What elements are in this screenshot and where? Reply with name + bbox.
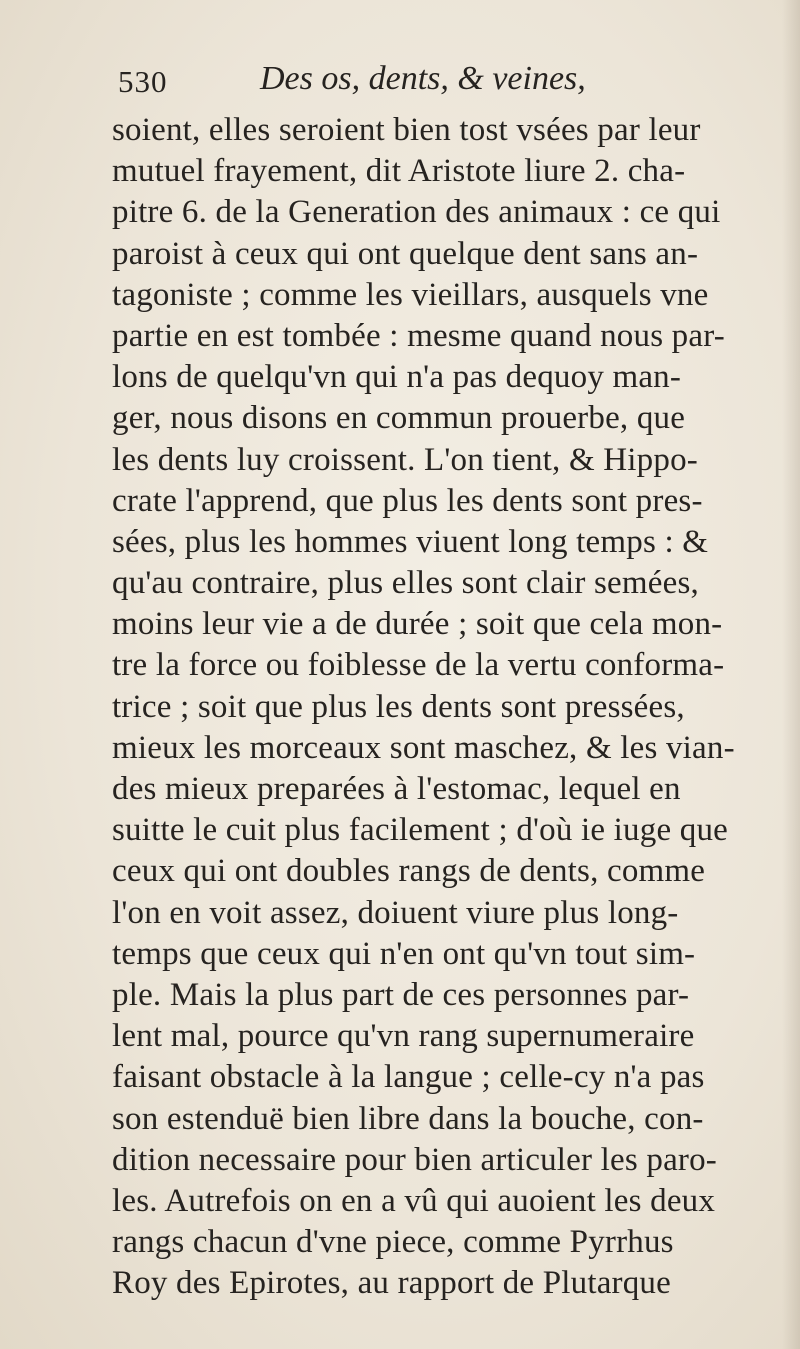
text-line: lent mal, pource qu'vn rang supernumeraire xyxy=(112,1018,695,1055)
text-line: les dents luy croissent. L'on tient, & Hippo- xyxy=(112,441,698,478)
text-line: trice ; soit que plus les dents sont pressées, xyxy=(112,688,685,725)
text-line: lons de quelqu'vn qui n'a pas dequoy man- xyxy=(112,359,682,396)
text-line: mieux les morceaux sont maschez, & les vian- xyxy=(112,729,735,766)
text-line: suitte le cuit plus facilement ; d'où ie iuge que xyxy=(112,812,728,849)
text-line: son estenduë bien libre dans la bouche, con- xyxy=(112,1100,704,1137)
text-line: qu'au contraire, plus elles sont clair semées, xyxy=(112,565,699,602)
text-line: sées, plus les hommes viuent long temps : & xyxy=(112,523,709,560)
text-line: rangs chacun d'vne piece, comme Pyrrhus xyxy=(112,1224,674,1261)
text-line: Roy des Epirotes, au rapport de Plutarque xyxy=(112,1265,671,1302)
text-line: crate l'apprend, que plus les dents sont pres- xyxy=(112,482,703,519)
running-head: Des os, dents, & veines, xyxy=(260,60,586,97)
text-line: ceux qui ont doubles rangs de dents, comme xyxy=(112,853,706,890)
text-line: ple. Mais la plus part de ces personnes par- xyxy=(112,976,690,1013)
text-line: moins leur vie a de durée ; soit que cela mon- xyxy=(112,606,723,643)
text-line: des mieux preparées à l'estomac, lequel en xyxy=(112,771,681,807)
page-number: 530 xyxy=(118,64,168,99)
text-line: l'on en voit assez, doiuent viure plus long- xyxy=(112,894,679,931)
text-line: faisant obstacle à la langue ; celle-cy n'a pas xyxy=(112,1059,705,1096)
text-line: ger, nous disons en commun prouerbe, que xyxy=(112,400,686,437)
text-line: pitre 6. de la Generation des animaux : ce qui xyxy=(112,194,721,231)
text-line: paroist à ceux qui ont quelque dent sans an- xyxy=(112,235,699,272)
text-line: partie en est tombée : mesme quand nous par- xyxy=(112,317,725,354)
text-line: temps que ceux qui n'en ont qu'vn tout sim- xyxy=(112,935,696,972)
text-line: soient, elles seroient bien tost vsées par leur xyxy=(112,112,701,148)
text-line: tagoniste ; comme les vieillars, ausquels vne xyxy=(112,276,709,313)
text-line: mutuel frayement, dit Aristote liure 2. cha- xyxy=(112,153,686,190)
text-line: dition necessaire pour bien articuler les paro- xyxy=(112,1141,717,1178)
text-line: les. Autrefois on en a vû qui auoient les deux xyxy=(112,1182,716,1219)
text-line: tre la force ou foiblesse de la vertu conforma- xyxy=(112,647,725,684)
page-header xyxy=(118,60,698,108)
body-text xyxy=(112,110,792,1304)
